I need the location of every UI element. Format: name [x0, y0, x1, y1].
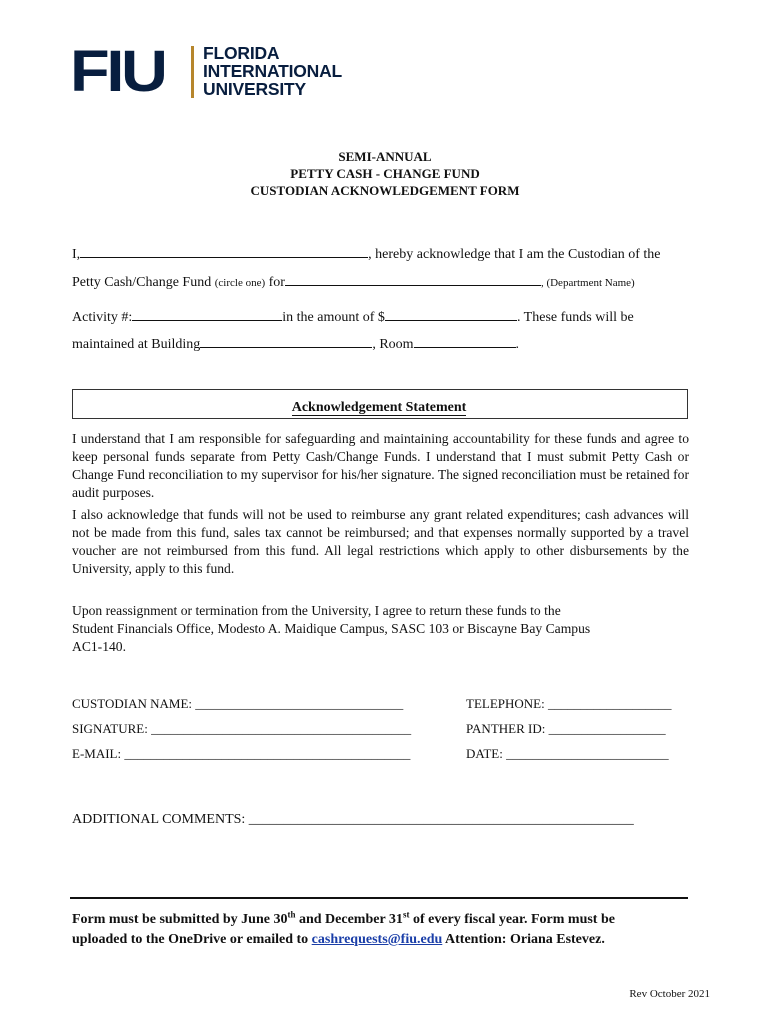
activity-blank[interactable] — [132, 308, 282, 321]
fund-label: Petty Cash/Change Fund — [72, 275, 212, 290]
statement-paragraph-3 — [72, 602, 689, 656]
i-prefix: I, — [72, 247, 81, 262]
circle-one-note: (circle one) — [214, 277, 266, 289]
telephone-field[interactable]: TELEPHONE: ___________________ — [466, 696, 672, 711]
custodian-name-blank[interactable] — [80, 245, 368, 258]
notice-part-4: uploaded to the OneDrive or emailed to — [72, 932, 312, 947]
ack-text: , hereby acknowledge that I am the Custodian of the — [368, 247, 661, 262]
footer-rule — [70, 897, 688, 899]
building-line — [72, 335, 519, 353]
acknowledgement-heading-text: Acknowledgement Statement — [291, 400, 467, 415]
notice-sup-1: th — [287, 909, 296, 920]
para3-line-1: Upon reassignment or termination from the University, I agree to return these funds to the — [72, 603, 561, 618]
room-blank[interactable] — [414, 335, 516, 348]
activity-label: Activity #: — [72, 310, 133, 325]
custodian-line — [72, 245, 661, 263]
building-label: maintained at Building — [72, 337, 201, 352]
logo-wordmark — [203, 44, 342, 98]
acknowledgement-heading — [72, 400, 686, 416]
statement-paragraph-2: I also acknowledge that funds will not be used to reimburse any grant related expenditures; cash advances will not be made from this fund, sales tax cannot be reimbursed; and that expenses normally supported by a travel voucher are not reimbursed from this fund. All legal restrictions which apply to other disbursements by the University, apply to this fund. — [72, 507, 689, 576]
date-field[interactable]: DATE: _________________________ — [466, 746, 669, 761]
for-label: for — [268, 275, 285, 290]
building-blank[interactable] — [200, 335, 372, 348]
room-period: . — [515, 337, 520, 352]
amount-blank[interactable] — [385, 308, 517, 321]
activity-line — [72, 308, 634, 326]
cashrequests-email-link[interactable]: cashrequests@fiu.edu — [311, 932, 443, 947]
revision-date: Rev October 2021 — [629, 988, 710, 1000]
statement-paragraph-1: I understand that I am responsible for safeguarding and maintaining accountability for these funds and agree to keep personal funds separate from Petty Cash/Change Funds. I understand that I must submit Petty Cash or Change Fund reconciliation to my supervisor for his/her signature. The signed reconciliation must be retained for audit purposes. — [72, 431, 689, 500]
submission-notice — [72, 910, 692, 950]
additional-comments-field[interactable]: ADDITIONAL COMMENTS: _______________________________________________________ — [72, 812, 634, 827]
fiu-logo-mark: FIU — [70, 39, 165, 104]
notice-part-2: and December 31 — [295, 912, 403, 927]
logo-line-2: INTERNATIONAL — [203, 61, 343, 81]
title-line-2: PETTY CASH - CHANGE FUND — [290, 166, 480, 181]
form-title — [0, 148, 770, 199]
department-name-note: , (Department Name) — [540, 277, 635, 289]
logo-line-3: UNIVERSITY — [203, 79, 307, 99]
amount-label: in the amount of $ — [282, 310, 385, 325]
title-line-1: SEMI-ANNUAL — [338, 149, 432, 164]
notice-sup-2: st — [402, 909, 410, 920]
custodian-name-field[interactable]: CUSTODIAN NAME: ________________________________ — [72, 696, 404, 711]
notice-part-5: Attention: Oriana Estevez. — [442, 932, 605, 947]
department-blank[interactable] — [285, 273, 541, 286]
fiu-logo — [70, 39, 350, 104]
room-label: , Room — [372, 337, 414, 352]
notice-part-3: of every fiscal year. Form must be — [409, 912, 615, 927]
funds-text: . These funds will be — [516, 310, 634, 325]
notice-part-1: Form must be submitted by June 30 — [72, 912, 288, 927]
panther-id-field[interactable]: PANTHER ID: __________________ — [466, 721, 666, 736]
para3-line-3: AC1-140. — [72, 639, 126, 654]
para3-line-2: Student Financials Office, Modesto A. Maidique Campus, SASC 103 or Biscayne Bay Campus — [72, 621, 591, 636]
logo-divider — [191, 46, 194, 98]
signature-field[interactable]: SIGNATURE: ________________________________________ — [72, 721, 412, 736]
email-field[interactable]: E-MAIL: ____________________________________________ — [72, 746, 411, 761]
logo-line-1: FLORIDA — [203, 43, 280, 63]
title-line-3: CUSTODIAN ACKNOWLEDGEMENT FORM — [250, 183, 520, 198]
fund-line — [72, 273, 635, 291]
